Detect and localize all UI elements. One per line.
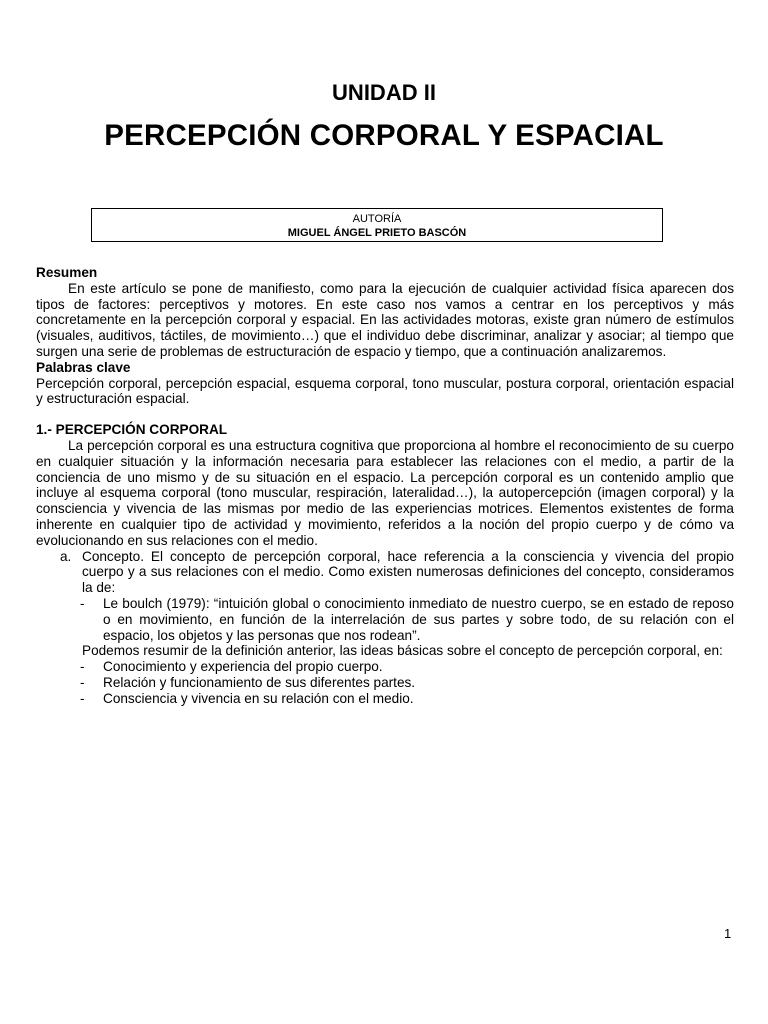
list-item-text: Consciencia y vivencia en su relación con el medio. xyxy=(103,690,414,706)
abstract-text: En este artículo se pone de manifiesto, como para la ejecución de cualquier actividad física aparecen dos tipos de factores: perceptivos y motores. En este caso nos vamos a centrar en los perceptivos y más concretamente en la percepción corporal y espacial. En las actividades motoras, existe gran número de estímulos (visuales, auditivos, táctiles, de movimiento…) que el individuo debe discriminar, analizar y asociar; al tiempo que surgen una serie de problemas de estructuración de espacio y tiempo, que a continuación analizaremos. xyxy=(36,280,734,359)
summary-intro: Podemos resumir de la definición anterior, las ideas básicas sobre el concepto de percepción corporal, en: xyxy=(82,643,723,659)
keywords-text: Percepción corporal, percepción espacial, esquema corporal, tono muscular, postura corporal, orientación espacial y estructuración espacial. xyxy=(36,375,734,407)
dash-marker: - xyxy=(80,690,85,706)
quote-item xyxy=(36,596,734,643)
list-item-text: Conocimiento y experiencia del propio cuerpo. xyxy=(103,659,383,675)
document-body xyxy=(36,265,734,707)
dash-marker: - xyxy=(80,595,85,611)
list-item-text: Relación y funcionamiento de sus diferentes partes. xyxy=(103,674,416,690)
author-box xyxy=(91,208,663,242)
dash-marker: - xyxy=(80,659,85,675)
list-item xyxy=(36,691,734,707)
quote-text: Le boulch (1979): “intuición global o conocimiento inmediato de nuestro cuerpo, se en estado de reposo o en movimiento, en función de la interrelación de sus partes y sobre todo, de su relación con el espacio, los objetos y las personas que nos rodean”. xyxy=(103,595,734,643)
list-item xyxy=(36,659,734,675)
keywords-heading: Palabras clave xyxy=(36,359,131,375)
unit-title: UNIDAD II xyxy=(332,80,436,105)
author-name: MIGUEL ÁNGEL PRIETO BASCÓN xyxy=(287,227,467,239)
document-title: PERCEPCIÓN CORPORAL Y ESPACIAL xyxy=(104,119,664,152)
concept-text: Concepto. El concepto de percepción corporal, hace referencia a la consciencia y vivencia del propio cuerpo y a sus relaciones con el medio. Como existen numerosas definiciones del concepto, consideramos la de: xyxy=(82,548,734,596)
list-item-a xyxy=(36,549,734,596)
section-heading: 1.- PERCEPCIÓN CORPORAL xyxy=(36,422,228,438)
abstract-heading: Resumen xyxy=(36,265,98,280)
author-label: AUTORÍA xyxy=(352,213,402,225)
section-intro: La percepción corporal es una estructura cognitiva que proporciona al hombre el reconocimiento de su cuerpo en cualquier situación y la información necesaria para establecer las relaciones con el medio, a partir de la conciencia de uno mismo y de su situación en el espacio. La percepción corporal es un contenido amplio que incluye al esquema corporal (tono muscular, respiración, lateralidad…), la autopercepción (imagen corporal) y la consciencia y vivencia de las mismas por medio de las experiencias motrices. Elementos existentes de forma inherente en cualquier tipo de actividad y movimiento, referidos a la noción del propio cuerpo y de cómo va evolucionando en sus relaciones con el medio. xyxy=(36,437,734,548)
dash-marker: - xyxy=(80,674,85,690)
page-number: 1 xyxy=(724,926,732,941)
list-marker: a. xyxy=(60,548,72,564)
list-item xyxy=(36,675,734,691)
